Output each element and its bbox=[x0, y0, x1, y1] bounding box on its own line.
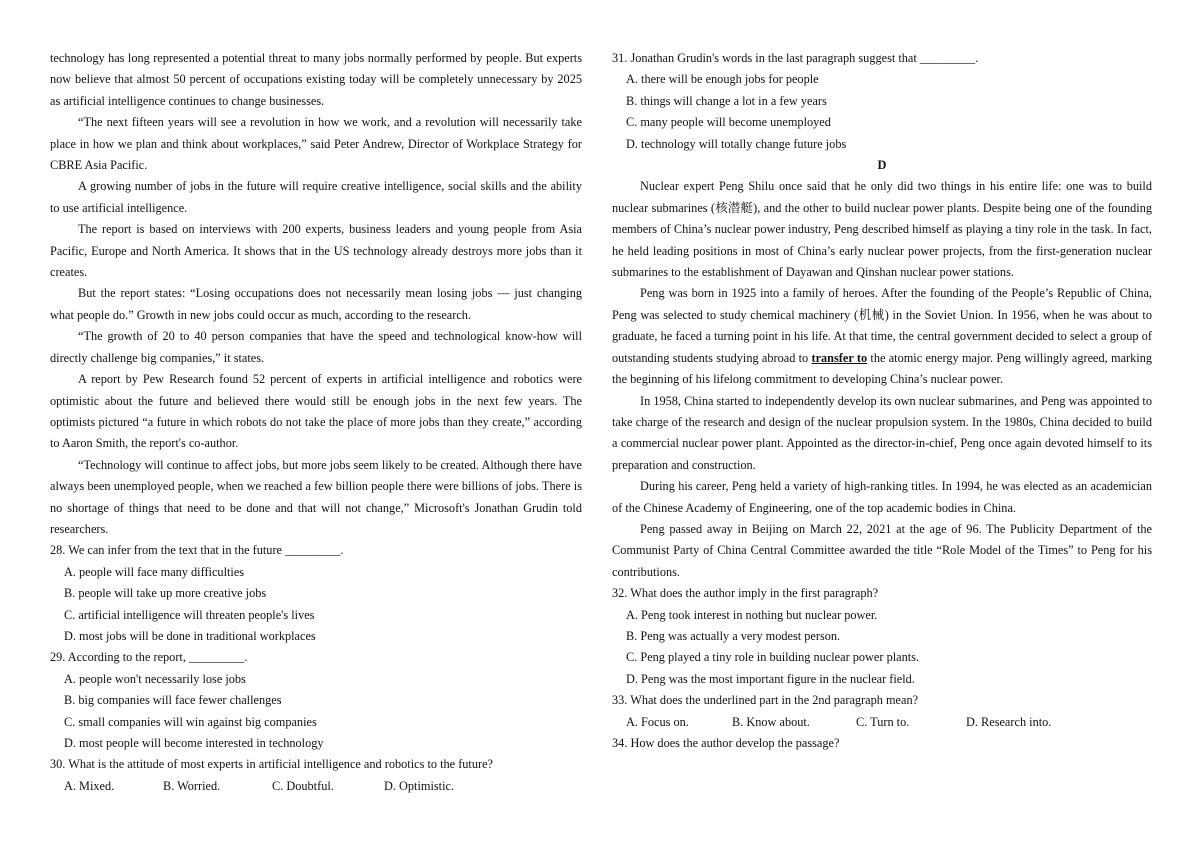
option-b: B. Know about. bbox=[732, 714, 810, 729]
option-b: B. Worried. bbox=[163, 778, 221, 793]
question-28 bbox=[50, 540, 582, 647]
passage-paragraph: In 1958, China started to independently develop its own nuclear submarines, and Peng was appointed to take charge of the research and design of the nuclear propulsion system. In the 1980s, China decided to build a commercial nuclear power plant. Appointed as the director-in-chief, Peng once again devoted himself to its preparation and construction. bbox=[612, 393, 1152, 472]
option-c: C. Turn to. bbox=[856, 714, 910, 729]
question-stem: 34. How does the author develop the passage? bbox=[612, 736, 840, 750]
passage-paragraph: During his career, Peng held a variety of high-ranking titles. In 1994, he was elected as an academician of the Chinese Academy of Engineering, one of the top academic bodies in China. bbox=[612, 479, 1152, 515]
option-a: A. Focus on. bbox=[626, 714, 689, 729]
options-row bbox=[64, 776, 582, 797]
question-stem: 33. What does the underlined part in the 2nd paragraph mean? bbox=[612, 693, 919, 708]
right-column bbox=[612, 48, 1152, 754]
passage-paragraph: A growing number of jobs in the future will require creative intelligence, social skills and the ability to use artificial intelligence. bbox=[50, 179, 582, 215]
question-stem: 30. What is the attitude of most experts in artificial intelligence and robotics to the future? bbox=[50, 757, 494, 772]
left-column bbox=[50, 48, 582, 797]
question-32 bbox=[612, 583, 1152, 690]
question-stem: 29. According to the report, _________. bbox=[50, 650, 248, 665]
option-d: D. Optimistic. bbox=[384, 778, 455, 793]
option-c: C. many people will become unemployed bbox=[626, 115, 831, 130]
paragraph-text: Peng was born in 1925 into a family of heroes. After the founding of the People’s Republic of China, Peng was selected to study chemical machinery (机械) in the Soviet Union. In 1956, when he was about to graduate, he faced a turning point in his life. At that time, the central government decided to select a group of outstanding students studying abroad to bbox=[612, 286, 1152, 365]
paragraph-text: the atomic energy major. Peng willingly agreed, marking the beginning of his lifelong commitment to developing China’s nuclear power. bbox=[612, 350, 1152, 387]
passage-paragraph: But the report states: “Losing occupations does not necessarily mean losing jobs — just changing what people do.” Growth in new jobs could occur as much, according to the research. bbox=[50, 286, 582, 322]
option-d: D. Research into. bbox=[966, 714, 1052, 729]
passage-paragraph: Nuclear expert Peng Shilu once said that he only did two things in his entire life: one was to build nuclear submarines (核潜艇), and the other to build nuclear power plants. Despite being one of the founding members of China’s nuclear power industry, Peng described himself as playing a tiny role in the task. In fact, he held leading positions in most of China’s early nuclear power projects, from the first-generation nuclear submarines to the establishment of Dayawan and Qinshan nuclear power stations. bbox=[612, 179, 1152, 280]
passage-paragraph: “The next fifteen years will see a revolution in how we work, and a revolution will necessarily take place in how we plan and think about workplaces,” said Peter Andrew, Director of Workplace Strategy for CBRE Asia Pacific. bbox=[50, 115, 582, 173]
passage-paragraph: The report is based on interviews with 200 experts, business leaders and young people from Asia Pacific, Europe and North America. It shows that in the US technology already destroys more jobs than it creates. bbox=[50, 222, 582, 280]
option-c: C. Doubtful. bbox=[272, 778, 334, 793]
question-31 bbox=[612, 48, 1152, 155]
option-c: C. Peng played a tiny role in building nuclear power plants. bbox=[626, 650, 920, 665]
question-stem: 31. Jonathan Grudin's words in the last paragraph suggest that _________. bbox=[612, 51, 979, 65]
section-label: D bbox=[877, 158, 887, 173]
option-b: B. Peng was actually a very modest person. bbox=[626, 628, 841, 643]
option-d: D. most jobs will be done in traditional workplaces bbox=[64, 628, 316, 643]
option-b: B. people will take up more creative jobs bbox=[64, 586, 267, 601]
question-29 bbox=[50, 647, 582, 754]
option-a: A. Peng took interest in nothing but nuclear power. bbox=[626, 607, 878, 622]
question-33 bbox=[612, 690, 1152, 733]
passage-paragraph: technology has long represented a potential threat to many jobs normally performed by people. But experts now believe that almost 50 percent of occupations existing today will be completely unnecessary by 2025 as artificial intelligence continues to change businesses. bbox=[50, 51, 582, 108]
option-a: A. Mixed. bbox=[64, 778, 115, 793]
question-stem: 28. We can infer from the text that in the future _________. bbox=[50, 543, 344, 558]
passage-paragraph: “The growth of 20 to 40 person companies that have the speed and technological know-how will directly challenge big companies,” it states. bbox=[50, 329, 582, 365]
option-b: B. big companies will face fewer challenges bbox=[64, 693, 282, 708]
option-d: D. technology will totally change future jobs bbox=[626, 136, 847, 151]
option-a: A. people won't necessarily lose jobs bbox=[64, 671, 246, 686]
options-row bbox=[626, 712, 1152, 733]
question-34 bbox=[612, 733, 1152, 754]
option-d: D. most people will become interested in technology bbox=[64, 736, 324, 750]
option-b: B. things will change a lot in a few years bbox=[626, 93, 827, 108]
underlined-phrase: transfer to bbox=[811, 350, 868, 365]
question-30 bbox=[50, 754, 582, 797]
option-a: A. there will be enough jobs for people bbox=[626, 72, 819, 87]
passage-paragraph: A report by Pew Research found 52 percent of experts in artificial intelligence and robotics were optimistic about the future and believed there would still be enough jobs in the next few years. The optimists pictured “a future in which robots do not take the place of more jobs than they create,” according to Aaron Smith, the report's co-author. bbox=[50, 372, 582, 451]
passage-paragraph: Peng passed away in Beijing on March 22, 2021 at the age of 96. The Publicity Department of the Communist Party of China Central Committee awarded the title “Role Model of the Times” to Peng for his contributions. bbox=[612, 521, 1152, 579]
option-c: C. small companies will win against big companies bbox=[64, 714, 317, 729]
option-c: C. artificial intelligence will threaten people's lives bbox=[64, 607, 315, 622]
passage-paragraph bbox=[612, 283, 1152, 390]
question-stem: 32. What does the author imply in the first paragraph? bbox=[612, 586, 879, 601]
option-d: D. Peng was the most important figure in the nuclear field. bbox=[626, 671, 915, 686]
passage-paragraph: “Technology will continue to affect jobs, but more jobs seem likely to be created. Although there have always been unemployed people, when we reached a few billion people there were billions of jobs. There is no shortage of things that need to be done and that will not change,” Microsoft's Jonathan Grudin told researchers. bbox=[50, 457, 582, 536]
option-a: A. people will face many difficulties bbox=[64, 564, 245, 579]
